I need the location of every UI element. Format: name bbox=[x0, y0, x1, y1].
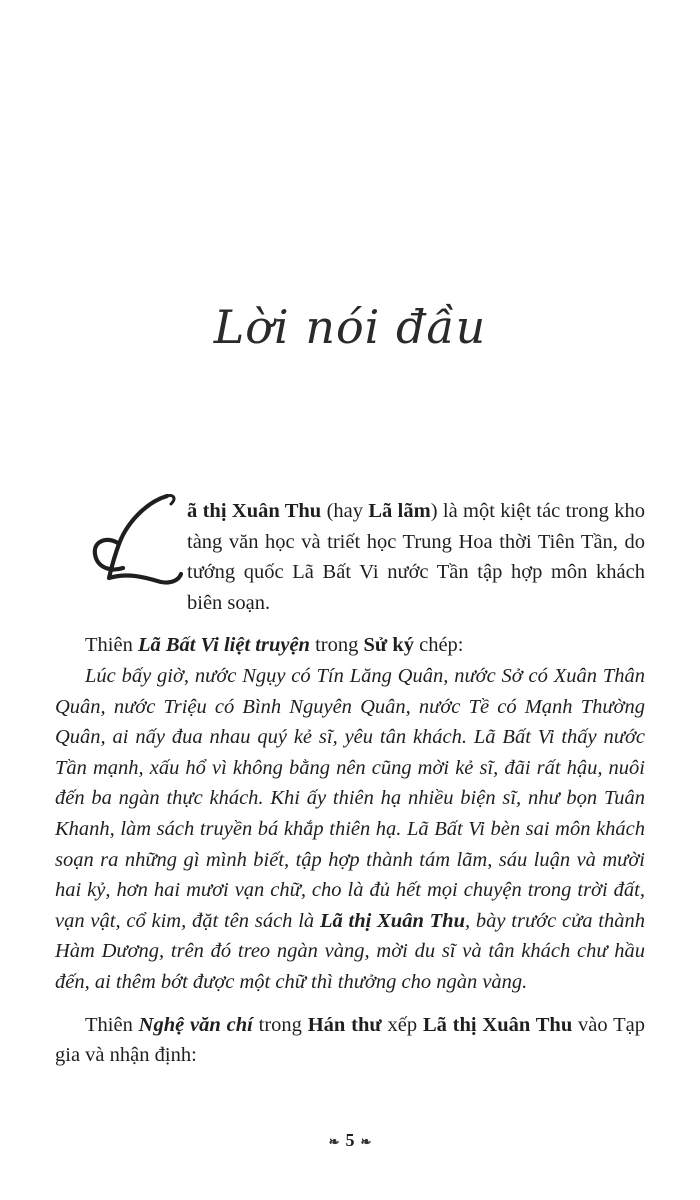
quote-paragraph: Lúc bấy giờ, nước Ngụy có Tín Lăng Quân, nước Sở có Xuân Thân Quân, nước Triệu có Bình Nguyên Quân, nước Tề có Mạnh Thường Quân, ai nấy đua nhau quý kẻ sĩ, yêu tân khách. Lã Bất Vi thấy nước Tần mạnh, xấu hổ vì không bằng nên cũng mời kẻ sĩ, đãi rất hậu, nuôi đến ba ngàn thực khách. Khi ấy thiên hạ nhiều biện sĩ, như bọn Tuân Khanh, làm sách truyền bá khắp thiên hạ. Lã Bất Vi bèn sai môn khách soạn ra những gì mình biết, tập hợp thành tám lãm, sáu luận và mười hai kỷ, hơn hai mươi vạn chữ, cho là đủ hết mọi chuyện trong trời đất, vạn vật, cổ kim, đặt tên sách là Lã thị Xuân Thu, bày trước cửa thành Hàm Dương, trên đó treo ngàn vàng, mời du sĩ và tân khách chư hầu đến, ai thêm bớt được một chữ thì thưởng cho ngàn vàng. bbox=[55, 664, 645, 993]
chapter-heading: Lời nói đầu bbox=[213, 300, 487, 354]
right-ornament-icon: ❧ bbox=[360, 1134, 372, 1149]
left-ornament-icon: ❧ bbox=[328, 1134, 340, 1149]
page-number: ❧ 5 ❧ bbox=[328, 1130, 372, 1150]
paragraph-3: Thiên Nghệ văn chí trong Hán thư xếp Lã thị Xuân Thu vào Tạp gia và nhận định: bbox=[55, 1013, 645, 1067]
book-title-bold: ã thị Xuân Thu bbox=[187, 500, 322, 522]
drop-cap-l bbox=[55, 496, 183, 592]
alt-title-bold: Lã lãm bbox=[368, 500, 431, 522]
paragraph-2: Thiên Lã Bất Vi liệt truyện trong Sử ký chép: bbox=[85, 634, 464, 657]
intro-paragraph: ã thị Xuân Thu (hay Lã lãm) là một kiệt tác trong kho tàng văn học và triết học Trung Hoa thời Tiên Tần, do tướng quốc Lã Bất Vi nước Tần tập hợp môn khách biên soạn. Thiên Lã Bất Vi liệt truyện trong Sử ký chép: Lúc bấy giờ, nước Ngụy có Tín Lăng Quân, nước Sở có Xuân Thân Quân, nước Triệu có Bình Nguyên Quân, nước Tề có Mạnh Thường Quân, ai nấy đua nhau quý kẻ sĩ, yêu tân khách. Lã Bất Vi thấy nước Tần mạnh, xấu hổ vì không bằng nên cũng mời kẻ sĩ, đãi rất hậu, nuôi đến ba ngàn thực khách. Khi ấy thiên hạ nhiều biện sĩ, như bọn Tuân Khanh, làm sách truyền bá khắp thiên hạ. Lã Bất Vi bèn sai môn khách soạn ra những gì mình biết, tập hợp thành tám lãm, sáu luận và mười hai kỷ, hơn hai mươi vạn chữ, cho là đủ hết mọi chuyện trong trời đất, vạn vật, cổ kim, đặt tên sách là Lã thị Xuân Thu, bày trước cửa thành Hàm Dương, trên đó treo ngàn vàng, mời du sĩ và tân khách chư hầu đến, ai thêm bớt được một chữ thì thưởng cho ngàn vàng. Thiên Nghệ văn chí trong Hán thư xếp Lã thị Xuân Thu vào Tạp gia và nhận định: bbox=[55, 496, 645, 1071]
drop-cap-flourish bbox=[89, 492, 183, 588]
